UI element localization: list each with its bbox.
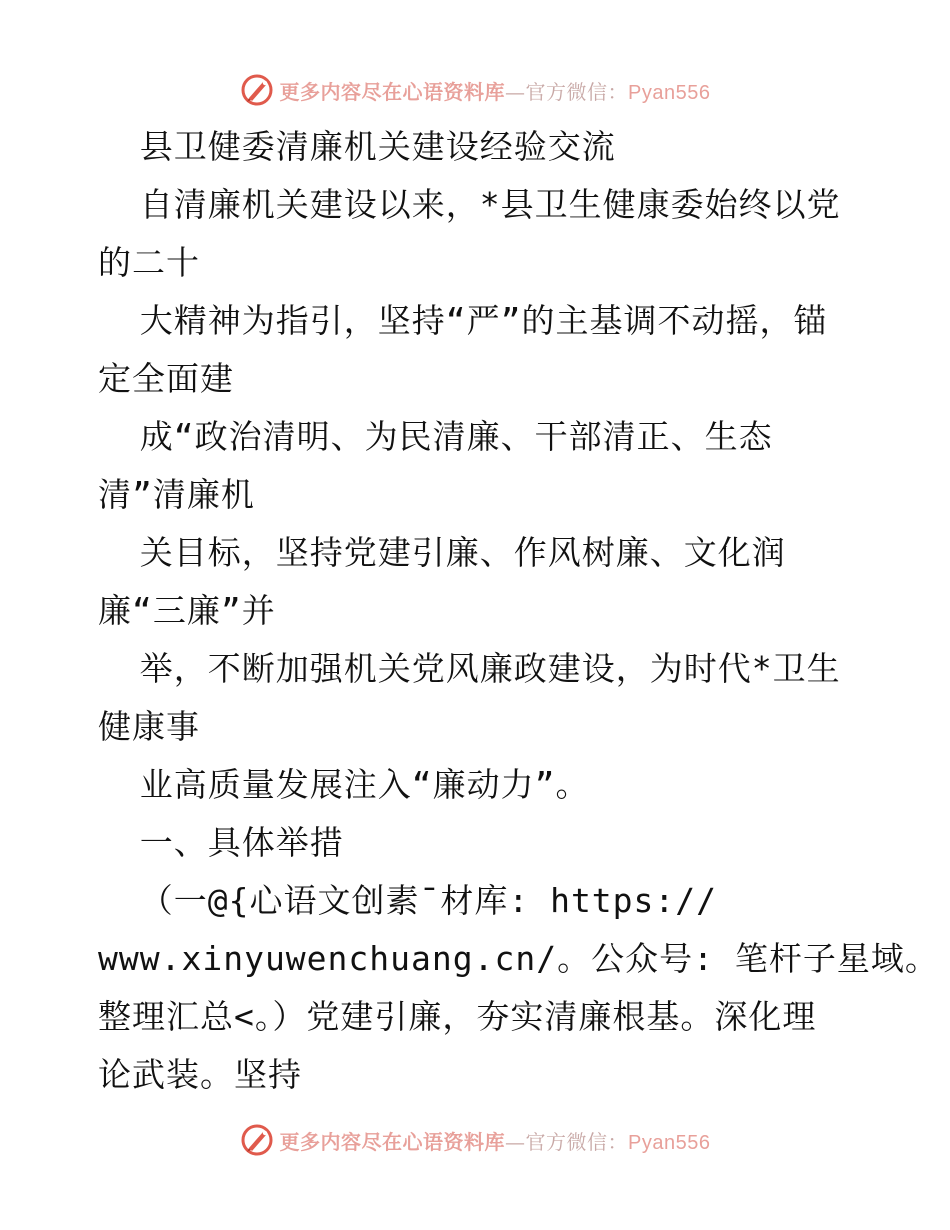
pen-logo-icon bbox=[240, 1123, 274, 1157]
watermark-account: Pyan556 bbox=[628, 1131, 711, 1154]
section-heading: 一、具体举措 bbox=[98, 823, 344, 862]
paragraph-line: 廉“三廉”并 bbox=[98, 591, 276, 630]
watermark-text bbox=[280, 76, 711, 105]
paragraph-line: 整理汇总<。）党建引廉，夯实清廉根基。深化理 bbox=[98, 997, 817, 1036]
paragraph-line: 自清廉机关建设以来，*县卫生健康委始终以党 bbox=[98, 185, 841, 224]
watermark-main-text: 更多内容尽在心语资料库 bbox=[279, 79, 506, 104]
footer-watermark bbox=[240, 1123, 711, 1157]
paragraph-line: 的二十 bbox=[98, 243, 200, 282]
pen-logo-icon bbox=[240, 73, 274, 107]
paragraph-line: 健康事 bbox=[98, 707, 200, 746]
document-title: 县卫健委清廉机关建设经验交流 bbox=[98, 127, 616, 166]
paragraph-line: 关目标，坚持党建引廉、作风树廉、文化润 bbox=[98, 533, 786, 572]
header-watermark-banner bbox=[0, 70, 950, 110]
paragraph-line: 大精神为指引，坚持“严”的主基调不动摇，锚 bbox=[98, 301, 828, 340]
watermark-contact-label: 官方微信： bbox=[525, 1129, 629, 1154]
watermark-main-text: 更多内容尽在心语资料库 bbox=[279, 1129, 506, 1154]
watermark-contact-label: 官方微信： bbox=[525, 79, 629, 104]
watermark-text bbox=[280, 1126, 711, 1155]
header-watermark bbox=[240, 73, 711, 107]
paragraph-line: 业高质量发展注入“廉动力”。 bbox=[98, 765, 590, 804]
paragraph-line: 举，不断加强机关党风廉政建设，为时代*卫生 bbox=[98, 649, 841, 688]
paragraph-line: www.xinyuwenchuang.cn/。公众号: 笔杆子星域。 bbox=[98, 939, 939, 978]
watermark-separator: — bbox=[505, 79, 526, 104]
paragraph-line: 定全面建 bbox=[98, 359, 234, 398]
paragraph-line: 清”清廉机 bbox=[98, 475, 255, 514]
document-body bbox=[98, 118, 939, 1104]
footer-watermark-banner bbox=[0, 1120, 950, 1160]
watermark-separator: — bbox=[505, 1129, 526, 1154]
paragraph-line: 成“政治清明、为民清廉、干部清正、生态 bbox=[98, 417, 773, 456]
paragraph-line: （一@{心语文创素¯材库: https:// bbox=[98, 881, 718, 920]
paragraph-line: 论武装。坚持 bbox=[98, 1055, 302, 1094]
watermark-account: Pyan556 bbox=[628, 81, 711, 104]
